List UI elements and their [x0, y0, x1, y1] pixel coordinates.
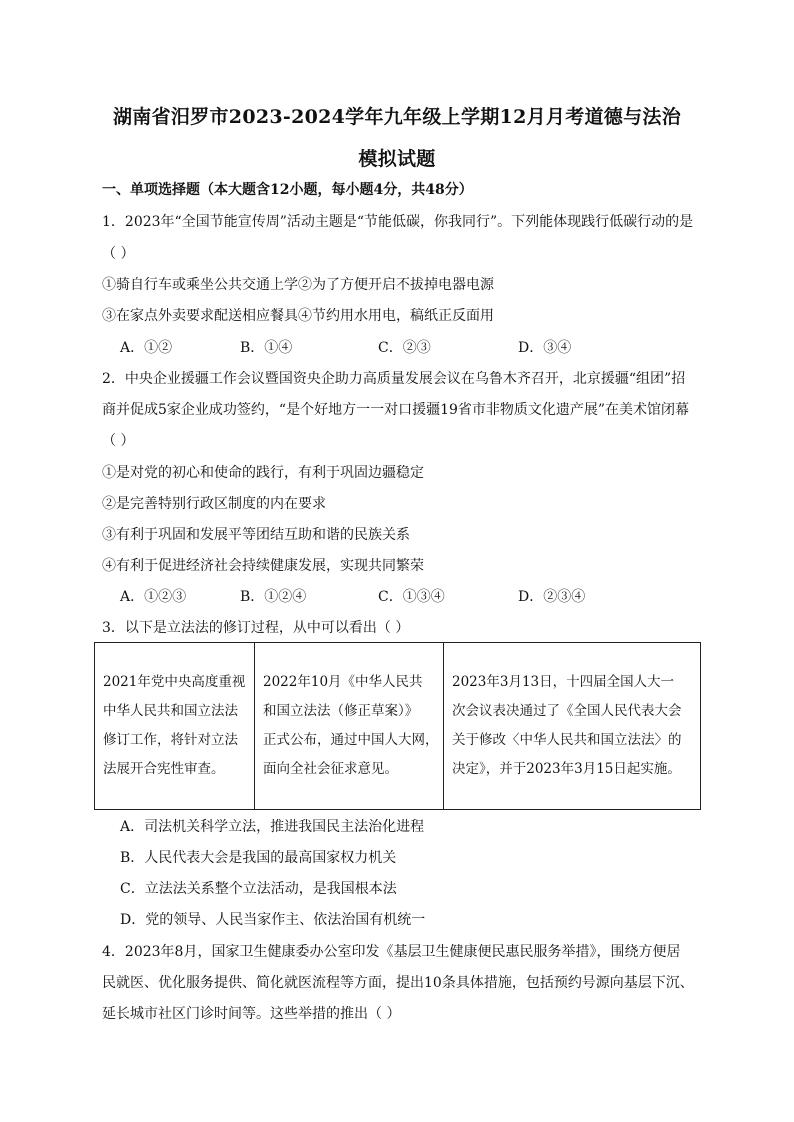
q2-option-d[interactable]: D．②③④	[518, 589, 586, 605]
q4-stem-line1: 4．2023年8月，国家卫生健康委办公室印发《基层卫生健康便民惠民服务举措》，围绕方便居	[102, 944, 681, 960]
q2-stem-line1: 2．中央企业援疆工作会议暨国资央企助力高质量发展会议在乌鲁木齐召开，北京援疆“组团”招	[102, 371, 686, 387]
table-cell-2022: 2022年10月《中华人民共 和国立法法（修正草案）》 正式公布，通过中国人大网， 面向全社会征求意见。	[255, 643, 444, 810]
q2-stem-line2: 商并促成5家企业成功签约，“是个好地方一一对口援疆19省市非物质文化遗产展”在美术馆闭幕	[102, 402, 690, 418]
q1-option-c[interactable]: C．②③	[378, 340, 431, 356]
q2-options	[120, 587, 720, 607]
q2-option-c[interactable]: C．①③④	[378, 589, 445, 605]
q2-answer-blank: （ ）	[102, 433, 135, 449]
q3-option-c[interactable]: C．立法法关系整个立法活动，是我国根本法	[120, 881, 397, 897]
q2-item-4: ④有利于促进经济社会持续健康发展，实现共同繁荣	[102, 558, 424, 574]
q2-item-1: ①是对党的初心和使命的践行，有利于巩固边疆稳定	[102, 465, 424, 481]
q2-item-3: ③有利于巩固和发展平等团结互助和谐的民族关系	[102, 527, 410, 543]
exam-title-line2: 模拟试题	[358, 148, 436, 170]
exam-title-line1: 湖南省汨罗市2023-2024学年九年级上学期12月月考道德与法治	[113, 106, 681, 128]
q3-option-b[interactable]: B．人民代表大会是我国的最高国家权力机关	[120, 850, 397, 866]
q4-stem-line3: 延长城市社区门诊时间等。这些举措的推出（ ）	[102, 1006, 401, 1022]
q2-item-2: ②是完善特别行政区制度的内在要求	[102, 496, 326, 512]
q1-option-d[interactable]: D．③④	[518, 340, 572, 356]
q3-option-a[interactable]: A．司法机关科学立法，推进我国民主法治化进程	[120, 819, 425, 835]
q2-option-b[interactable]: B．①②④	[240, 589, 307, 605]
q3-option-d[interactable]: D．党的领导、人民当家作主、依法治国有机统一	[120, 912, 426, 928]
q1-item-line2: ③在家点外卖要求配送相应餐具④节约用水用电，稿纸正反面用	[102, 308, 494, 324]
q1-options	[120, 338, 720, 358]
q3-stem: 3．以下是立法法的修订过程，从中可以看出（ ）	[102, 620, 410, 636]
q1-answer-blank: （ ）	[102, 246, 135, 262]
q2-option-a[interactable]: A．①②③	[120, 589, 187, 605]
q1-stem-line1: 1．2023年“全国节能宣传周”活动主题是“节能低碳，你我同行”。下列能体现践行低碳行动的是	[102, 214, 694, 230]
table-row	[95, 643, 701, 810]
q1-item-line1: ①骑自行车或乘坐公共交通上学②为了方便开启不拔掉电器电源	[102, 277, 494, 293]
section-heading: 一、单项选择题（本大题含12小题，每小题4分，共48分）	[102, 182, 473, 198]
table-cell-2021: 2021年党中央高度重视 中华人民共和国立法法 修订工作，将针对立法 法展开合宪性审查。	[95, 643, 255, 810]
legislation-process-table	[94, 642, 701, 810]
table-cell-2023: 2023年3月13日，十四届全国人大一 次会议表决通过了《全国人民代表大会 关于修改〈中华人民共和国立法法〉的 决定》，并于2023年3月15日起实施。	[444, 643, 701, 810]
q1-option-a[interactable]: A．①②	[120, 340, 173, 356]
q4-stem-line2: 民就医、优化服务提供、简化就医流程等方面，提出10条具体措施，包括预约号源向基层下沉、	[102, 975, 694, 991]
q1-option-b[interactable]: B．①④	[240, 340, 293, 356]
